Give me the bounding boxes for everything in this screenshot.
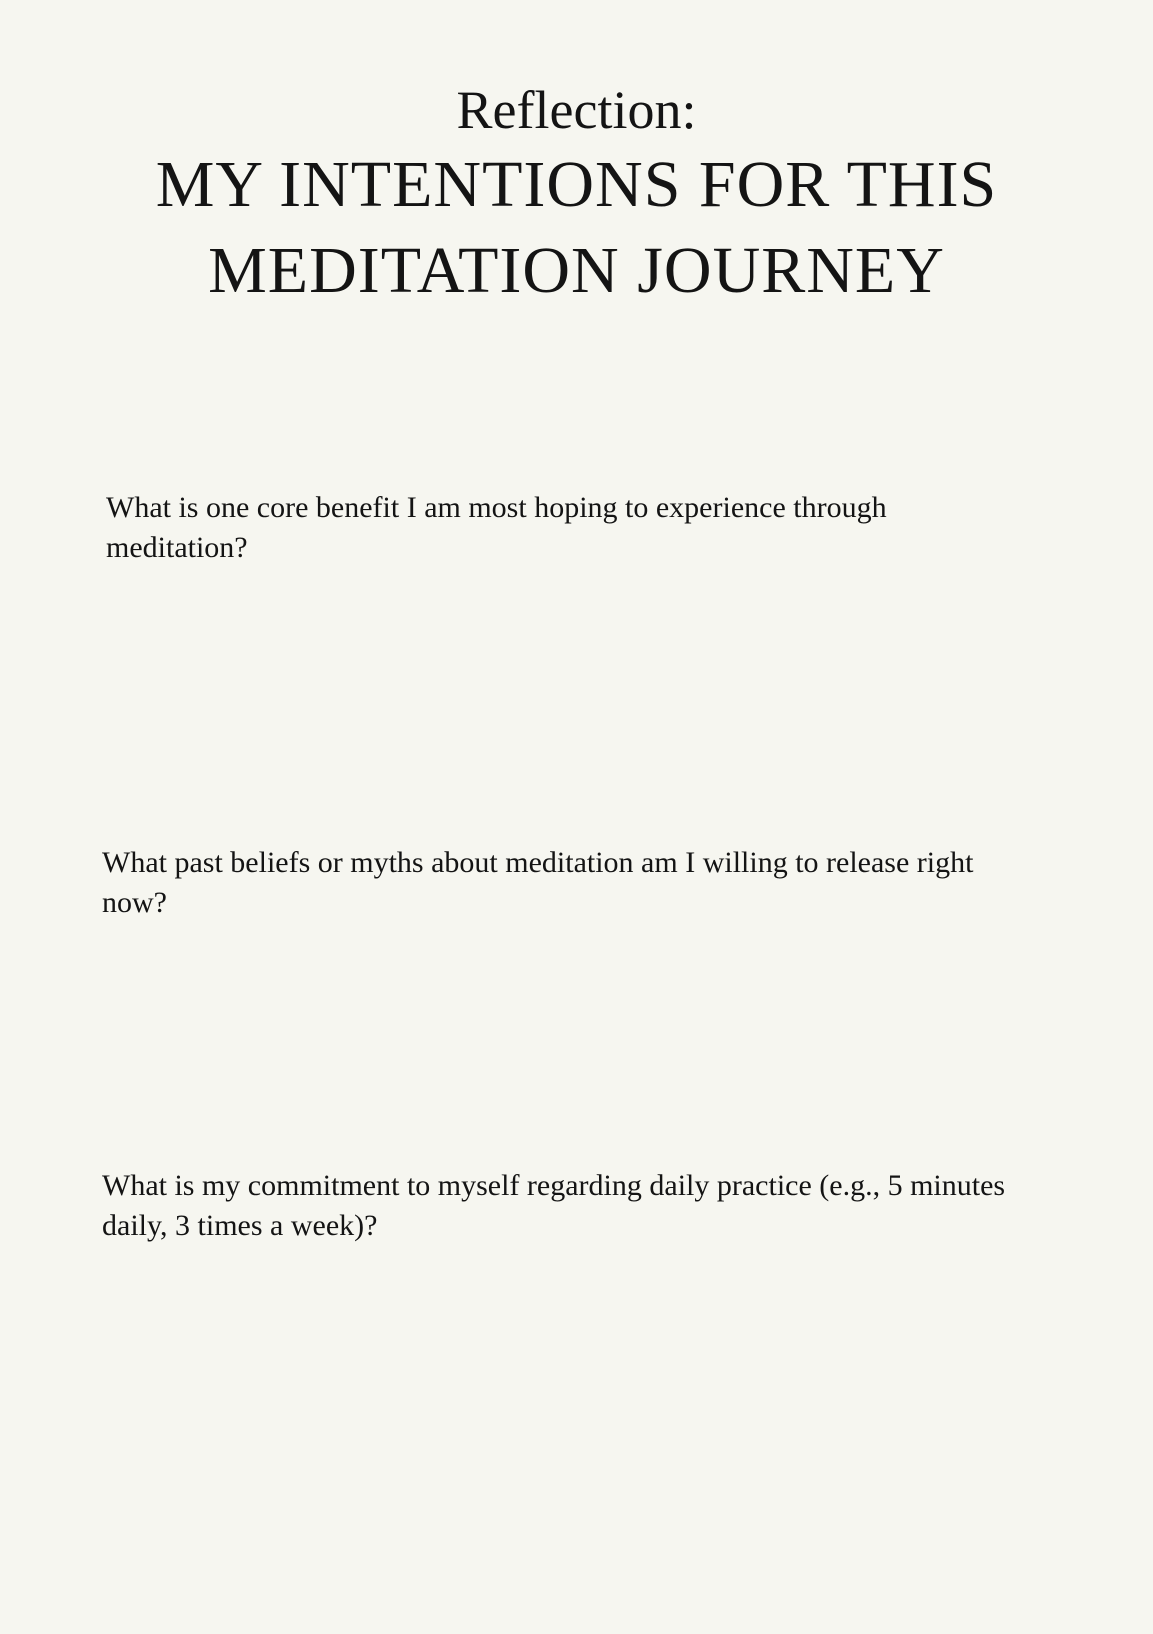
page-title <box>0 142 1153 314</box>
reflection-prompt-2: What past beliefs or myths about meditation am I willing to release right now? <box>102 846 974 919</box>
reflection-prompt-3: What is my commitment to myself regarding daily practice (e.g., 5 minutes daily, 3 times a week)? <box>102 1169 1006 1242</box>
section-label: Reflection: <box>456 80 697 140</box>
page-header <box>0 78 1153 314</box>
page-title-line-1: MY INTENTIONS FOR THIS <box>155 148 998 221</box>
page-title-line-2: MEDITATION JOURNEY <box>208 234 945 307</box>
reflection-prompt-1: What is one core benefit I am most hoping to experience through meditation? <box>106 491 887 564</box>
